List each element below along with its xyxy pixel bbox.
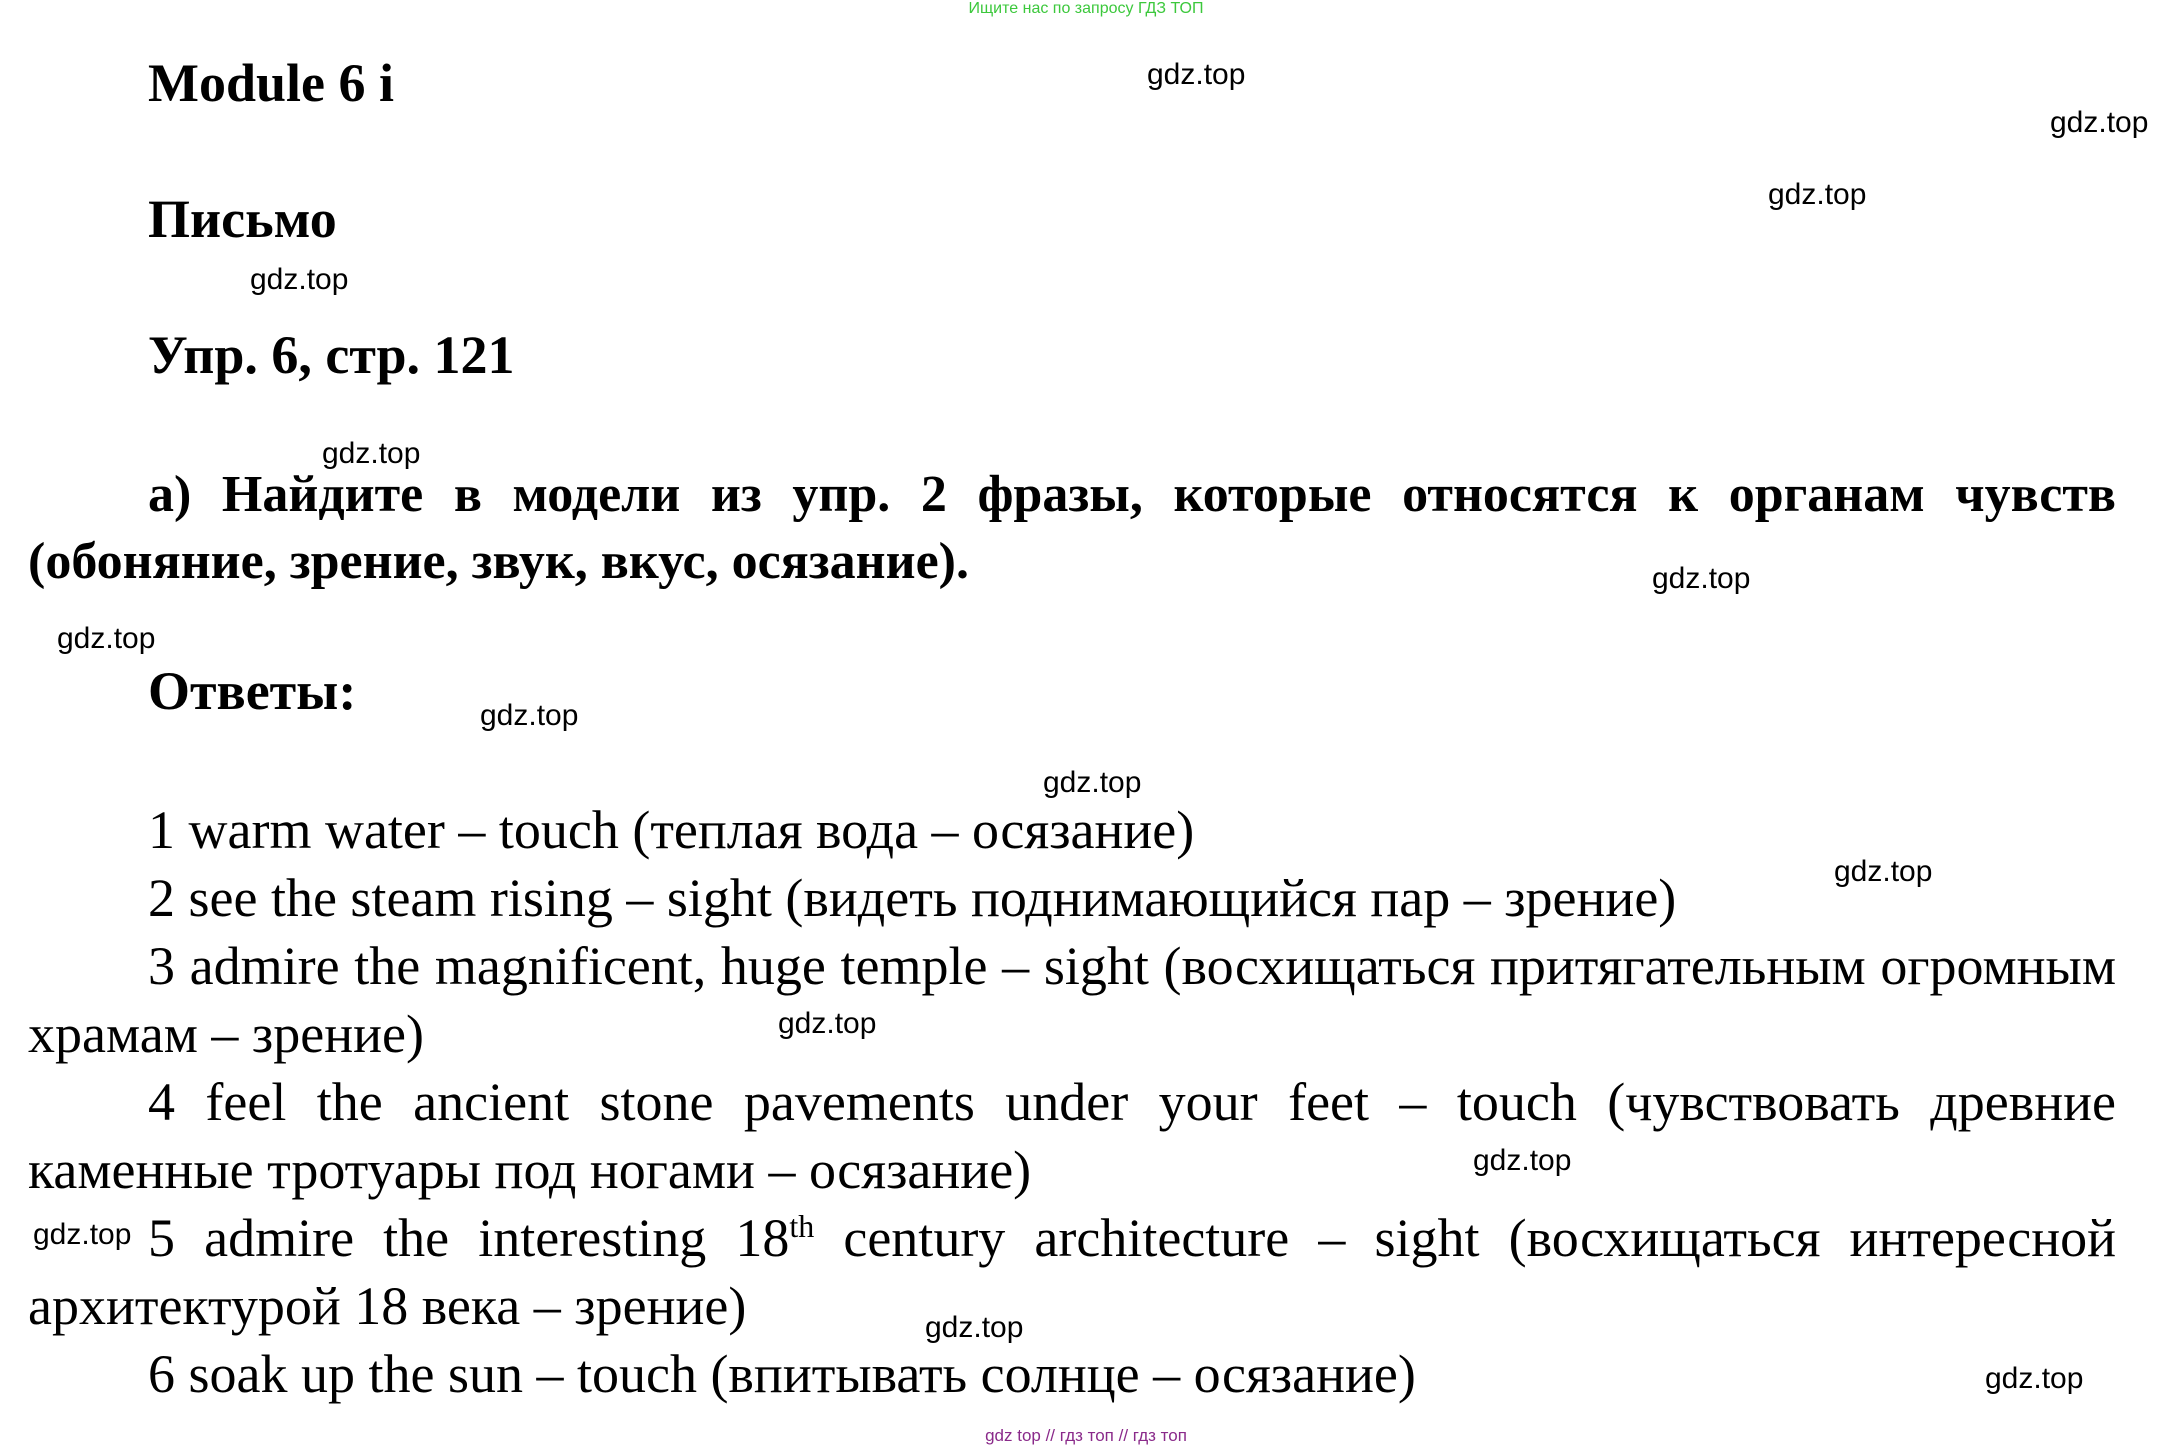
watermark: gdz.top (1768, 178, 1867, 211)
watermark: gdz.top (925, 1311, 1024, 1344)
answer-2: 2 see the steam rising – sight (видеть поднимающийся пар – зрение) (148, 868, 1677, 928)
answer-3: 3 admire the magnificent, huge temple – sight (восхищаться притягательным огромным храмам – зрение) (28, 936, 2116, 1064)
watermark: gdz.top (1834, 855, 1933, 888)
top-banner[interactable]: Ищите нас по запросу ГДЗ ТОП (968, 0, 1204, 17)
watermark: gdz.top (33, 1218, 132, 1251)
answer-4: 4 feel the ancient stone pavements under your feet – touch (чувствовать древние каменные тротуары под ногами – осязание) (28, 1072, 2116, 1200)
answer-6: 6 soak up the sun – touch (впитывать солнце – осязание) (148, 1344, 1416, 1404)
watermark: gdz.top (778, 1007, 877, 1040)
exercise-title: Упр. 6, стр. 121 (148, 325, 515, 385)
watermark: gdz.top (1043, 766, 1142, 799)
answer-5-before: 5 admire the interesting 18 (148, 1208, 790, 1268)
answer-5-after: century architecture – sight (восхищаться интересной архитектурой 18 века – зрение) (28, 1208, 2116, 1336)
watermark: gdz.top (1473, 1144, 1572, 1177)
answer-1: 1 warm water – touch (теплая вода – осязание) (148, 800, 1195, 860)
task-text: а) Найдите в модели из упр. 2 фразы, которые относятся к органам чувств (обоняние, зрение, звук, вкус, осязание). (28, 466, 2116, 590)
answer-5 (28, 1204, 2116, 1340)
watermark: gdz.top (480, 699, 579, 732)
footer-links[interactable]: gdz top // гдз топ // гдз топ (985, 1426, 1187, 1445)
watermark: gdz.top (250, 263, 349, 296)
watermark: gdz.top (322, 437, 421, 470)
watermark: gdz.top (1985, 1362, 2084, 1395)
watermark: gdz.top (2050, 106, 2149, 139)
section-title: Письмо (148, 189, 337, 249)
watermark: gdz.top (1652, 562, 1751, 595)
watermark: gdz.top (57, 622, 156, 655)
module-title: Module 6 i (148, 53, 395, 113)
answer-5-sup: th (789, 1208, 815, 1244)
answers-title: Ответы: (148, 661, 357, 721)
watermark: gdz.top (1147, 58, 1246, 91)
